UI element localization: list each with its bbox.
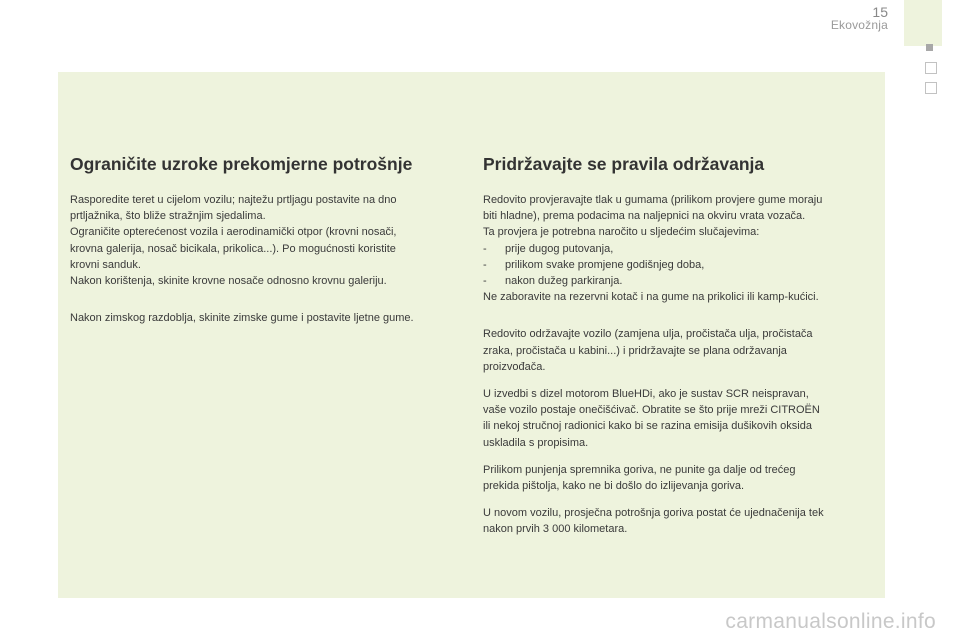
right-column-title: Pridržavajte se pravila održavanja — [483, 154, 765, 174]
scr-paragraph — [483, 386, 877, 451]
list-item-text: nakon dužeg parkiranja. — [505, 275, 623, 288]
scr-line-4: uskladila s propisima. — [483, 436, 589, 449]
list-item-text: prilikom svake promjene godišnjeg doba, — [505, 258, 705, 271]
maintenance-paragraph — [483, 326, 877, 375]
maintenance-line-3: proizvođača. — [483, 360, 546, 373]
spare-wheel-note: Ne zaboravite na rezervni kotač i na gume na prikolici ili kamp-kućici. — [483, 291, 819, 304]
new-vehicle-line-1: U novom vozilu, prosječna potrošnja goriva postat će ujednačenija tek — [483, 507, 824, 520]
chapter-tab-square-1 — [925, 62, 937, 74]
list-item — [483, 257, 877, 273]
new-vehicle-line-2: nakon prvih 3 000 kilometara. — [483, 523, 628, 536]
load-line-2: prtljažnika, što bliže stražnjim sjedalima. — [70, 210, 266, 223]
list-item — [483, 241, 877, 257]
tyre-line-1: Redovito provjeravajte tlak u gumama (prilikom provjere gume moraju — [483, 194, 823, 206]
scr-line-2: vaše vozilo postaje onečišćivač. Obratite se što prije mreži CITROËN — [483, 404, 820, 417]
winter-tyres-paragraph: Nakon zimskog razdoblja, skinite zimske gume i postavite ljetne gume. — [70, 312, 414, 325]
load-line-6: Nakon korištenja, skinite krovne nosače odnosno krovnu galeriju. — [70, 275, 387, 288]
tyre-line-2: biti hladne), prema podacima na naljepnici na okviru vrata vozača. — [483, 210, 806, 223]
section-name: Ekovožnja — [830, 18, 888, 32]
load-line-4: krovna galerija, nosač bicikala, prikolica...). Po mogućnosti koristite — [70, 242, 396, 255]
refuel-paragraph — [483, 462, 877, 494]
list-item-text: prije dugog putovanja, — [505, 242, 614, 255]
tyre-check-list — [483, 241, 877, 290]
content-panel — [58, 72, 885, 598]
maintenance-line-1: Redovito održavajte vozilo (zamjena ulja, pročistača ulja, pročistača — [483, 328, 813, 341]
bullet-dash: - — [483, 242, 487, 255]
tyre-line-3: Ta provjera je potrebna naročito u sljedećim slučajevima: — [483, 226, 760, 239]
watermark-text: carmanualsonline.info — [725, 610, 936, 633]
refuel-line-1: Prilikom punjenja spremnika goriva, ne punite ga dalje od trećeg — [483, 463, 796, 476]
chapter-tab — [904, 0, 942, 46]
chapter-tab-square-2 — [925, 82, 937, 94]
bullet-dash: - — [483, 258, 487, 271]
maintenance-line-2: zraka, pročistača u kabini...) i pridržavajte se plana održavanja — [483, 344, 787, 357]
load-line-1: Rasporedite teret u cijelom vozilu; najtežu prtljagu postavite na dno — [70, 194, 397, 206]
page-number: 15 — [872, 4, 888, 20]
scr-line-1: U izvedbi s dizel motorom BlueHDi, ako je sustav SCR neispravan, — [483, 388, 809, 401]
refuel-line-2: prekida pištolja, kako ne bi došlo do izlijevanja goriva. — [483, 480, 745, 493]
new-vehicle-paragraph — [483, 505, 877, 537]
list-item — [483, 273, 877, 289]
scr-line-3: ili nekoj stručnoj radionici kako bi se razina emisija dušikovih oksida — [483, 420, 812, 433]
bullet-dash: - — [483, 275, 487, 288]
chapter-tab-marker — [926, 44, 933, 51]
tyre-pressure-paragraph — [483, 192, 877, 241]
load-paragraph — [70, 192, 470, 289]
right-column — [483, 154, 877, 538]
load-line-5: krovni sanduk. — [70, 258, 141, 271]
left-column-title: Ograničite uzroke prekomjerne potrošnje — [70, 154, 413, 174]
left-column — [70, 154, 470, 326]
load-line-3: Ograničite opterećenost vozila i aerodinamički otpor (krovni nosači, — [70, 226, 397, 239]
